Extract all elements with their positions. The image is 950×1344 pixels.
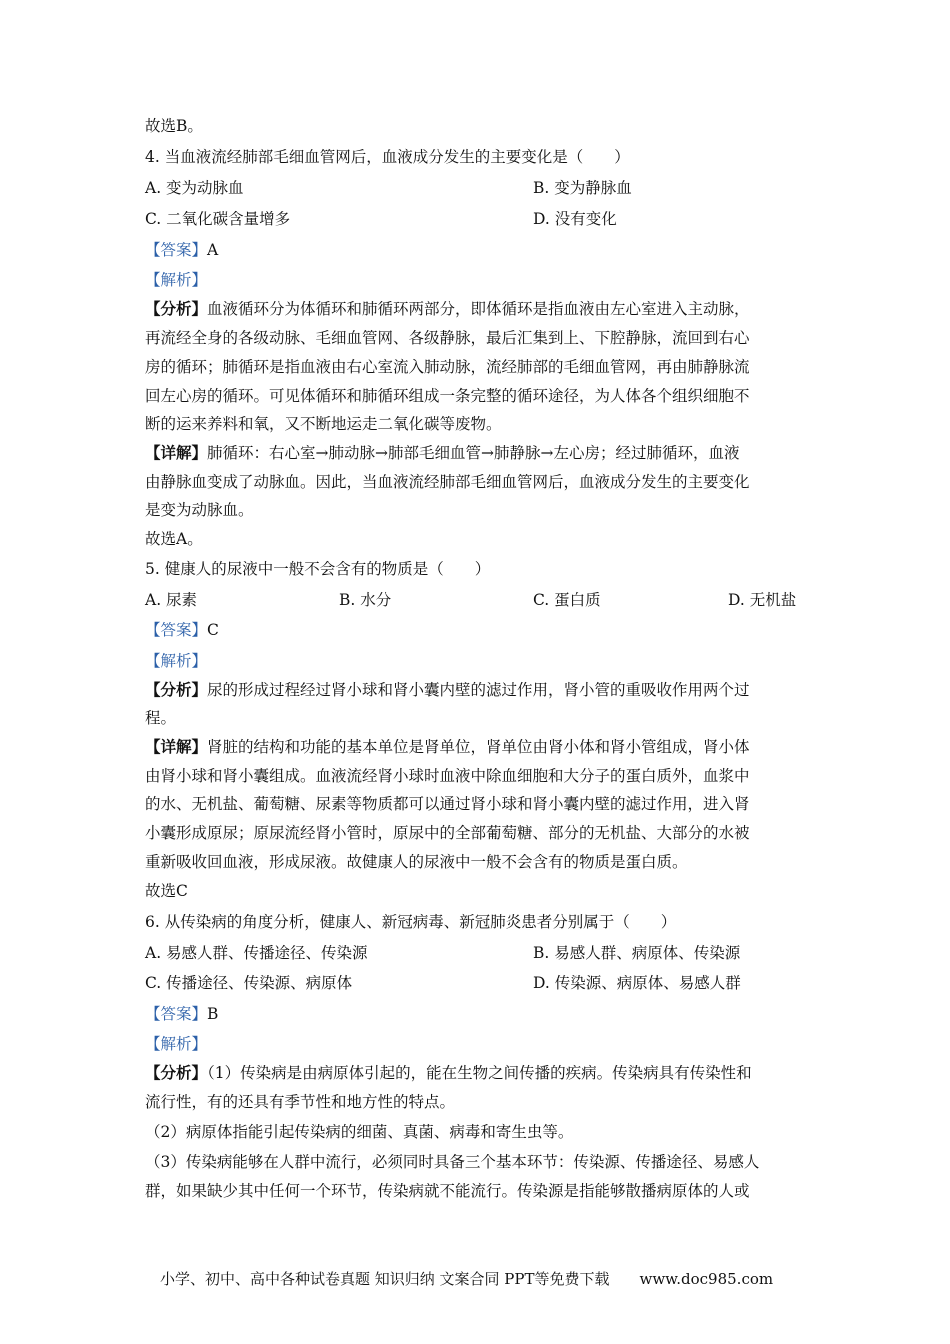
q5-conclusion: 故选C xyxy=(145,882,188,900)
q6-analysis-tag: 【解析】 xyxy=(145,1035,208,1053)
q3-conclusion: 故选B。 xyxy=(145,117,203,135)
q4-option-a: A. 变为动脉血 xyxy=(145,179,244,197)
q4-answer xyxy=(145,240,218,260)
xiangjie-tag: 【详解】 xyxy=(145,737,208,756)
q5-answer xyxy=(145,620,219,640)
q4-xiangjie-line: 是变为动脉血。 xyxy=(145,501,254,519)
q6-question: 6. 从传染病的角度分析，健康人、新冠病毒、新冠肺炎患者分别属于（ ） xyxy=(145,913,677,931)
footer-text: 小学、初中、高中各种试卷真题 知识归纳 文案合同 PPT等免费下载 xyxy=(160,1270,610,1288)
q4-xiangjie-line: 由静脉血变成了动脉血。因此，当血液流经肺部毛细血管网后，血液成分发生的主要变化 xyxy=(145,473,750,491)
q4-fenxi-line: 再流经全身的各级动脉、毛细血管网、各级静脉，最后汇集到上、下腔静脉，流回到右心 xyxy=(145,329,750,347)
fenxi-tag: 【分析】 xyxy=(145,1063,208,1082)
q6-option-b: B. 易感人群、病原体、传染源 xyxy=(533,944,741,962)
q6-fenxi-line: （2）病原体指能引起传染病的细菌、真菌、病毒和寄生虫等。 xyxy=(145,1123,574,1141)
q6-option-d: D. 传染源、病原体、易感人群 xyxy=(533,974,741,992)
q4-fenxi-line: 断的运来养料和氧，又不断地运走二氧化碳等废物。 xyxy=(145,415,502,433)
q5-xiangjie-line: 重新吸收回血液，形成尿液。故健康人的尿液中一般不会含有的物质是蛋白质。 xyxy=(145,853,688,871)
q5-fenxi-line xyxy=(145,680,750,700)
q4-fenxi-line: 回左心房的循环。可见体循环和肺循环组成一条完整的循环途径，为人体各个组织细胞不 xyxy=(145,387,750,405)
q6-fenxi-line xyxy=(145,1063,752,1083)
q6-fenxi-line: 流行性，有的还具有季节性和地方性的特点。 xyxy=(145,1093,456,1111)
fenxi-tag: 【分析】 xyxy=(145,680,208,699)
answer-tag: 【答案】 xyxy=(145,241,208,259)
q5-xiangjie-line: 的水、无机盐、葡萄糖、尿素等物质都可以通过肾小球和肾小囊内壁的滤过作用，进入肾 xyxy=(145,795,750,813)
q4-xiangjie-line xyxy=(145,443,739,463)
q5-option-b: B. 水分 xyxy=(339,591,392,609)
xiangjie-tag: 【详解】 xyxy=(145,443,208,462)
answer-value: C xyxy=(207,621,219,639)
footer-website-link[interactable]: www.doc985.com xyxy=(639,1270,774,1288)
q5-analysis-tag: 【解析】 xyxy=(145,652,208,670)
q5-option-c: C. 蛋白质 xyxy=(533,591,601,609)
q5-fenxi-line: 程。 xyxy=(145,709,177,727)
answer-tag: 【答案】 xyxy=(145,621,208,639)
fenxi-text: 尿的形成过程经过肾小球和肾小囊内壁的滤过作用，肾小管的重吸收作用两个过 xyxy=(207,681,750,699)
q5-xiangjie-line: 小囊形成原尿；原尿流经肾小管时，原尿中的全部葡萄糖、部分的无机盐、大部分的水被 xyxy=(145,824,750,842)
q4-conclusion: 故选A。 xyxy=(145,530,203,548)
q5-xiangjie-line xyxy=(145,737,750,757)
q4-analysis-tag: 【解析】 xyxy=(145,271,208,289)
q5-option-a: A. 尿素 xyxy=(145,591,198,609)
q5-question: 5. 健康人的尿液中一般不会含有的物质是（ ） xyxy=(145,560,491,578)
q5-option-d: D. 无机盐 xyxy=(728,591,797,609)
q4-question: 4. 当血液流经肺部毛细血管网后，血液成分发生的主要变化是（ ） xyxy=(145,148,630,166)
answer-value: A xyxy=(207,241,219,259)
xiangjie-text: 肾脏的结构和功能的基本单位是肾单位，肾单位由肾小体和肾小管组成，肾小体 xyxy=(207,738,750,756)
q6-option-a: A. 易感人群、传播途径、传染源 xyxy=(145,944,368,962)
q6-answer xyxy=(145,1004,218,1024)
xiangjie-text: 肺循环：右心室→肺动脉→肺部毛细血管→肺静脉→左心房；经过肺循环，血液 xyxy=(207,444,740,462)
q4-option-c: C. 二氧化碳含量增多 xyxy=(145,210,291,228)
q6-option-c: C. 传播途径、传染源、病原体 xyxy=(145,974,353,992)
page-footer xyxy=(160,1269,773,1289)
answer-tag: 【答案】 xyxy=(145,1005,208,1023)
fenxi-text: 血液循环分为体循环和肺循环两部分，即体循环是指血液由左心室进入主动脉， xyxy=(207,300,750,318)
q4-fenxi-line: 房的循环；肺循环是指血液由右心室流入肺动脉，流经肺部的毛细血管网，再由肺静脉流 xyxy=(145,358,750,376)
q5-xiangjie-line: 由肾小球和肾小囊组成。血液流经肾小球时血液中除血细胞和大分子的蛋白质外，血浆中 xyxy=(145,767,750,785)
fenxi-text: （1）传染病是由病原体引起的，能在生物之间传播的疾病。传染病具有传染性和 xyxy=(207,1064,752,1082)
q4-option-d: D. 没有变化 xyxy=(533,210,617,228)
q4-option-b: B. 变为静脉血 xyxy=(533,179,632,197)
answer-value: B xyxy=(207,1005,219,1023)
q6-fenxi-line: （3）传染病能够在人群中流行，必须同时具备三个基本环节：传染源、传播途径、易感人 xyxy=(145,1153,760,1171)
q4-fenxi-line xyxy=(145,299,750,319)
fenxi-tag: 【分析】 xyxy=(145,299,208,318)
q6-fenxi-line: 群，如果缺少其中任何一个环节，传染病就不能流行。传染源是指能够散播病原体的人或 xyxy=(145,1182,750,1200)
